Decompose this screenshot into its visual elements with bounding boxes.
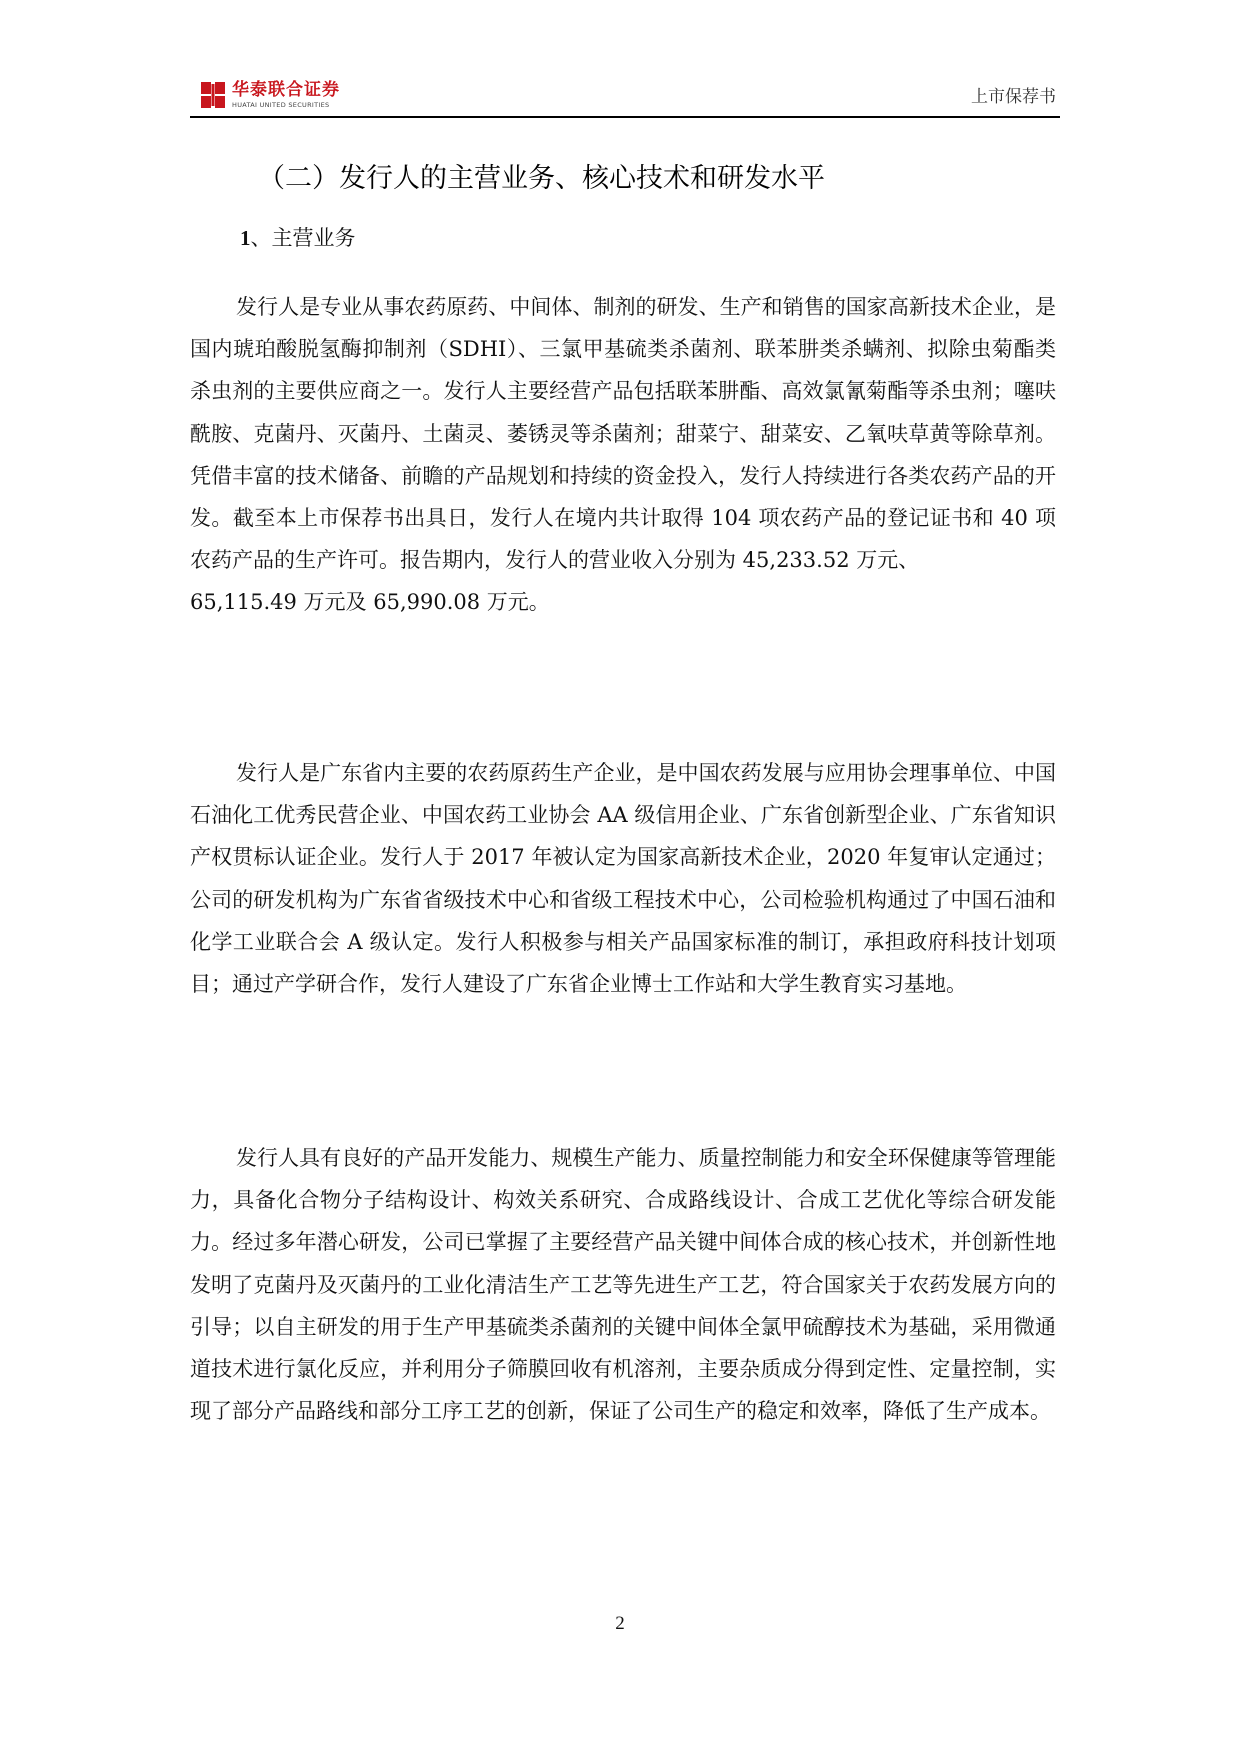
document-type: 上市保荐书: [971, 87, 1056, 107]
paragraph-qualifications: [190, 752, 1056, 1005]
paragraph-main-business: [190, 286, 1056, 624]
paragraph-revenue-continuation: 65,115.49 万元及 65,990.08 万元。: [190, 590, 550, 615]
paragraph-main-business-text: 发行人是专业从事农药原药、中间体、制剂的研发、生产和销售的国家高新技术企业，是国内琥珀酸脱氢酶抑制剂（SDHI）、三氯甲基硫类杀菌剂、联苯肼类杀螨剂、拟除虫菊酯类杀虫剂的主要供应商之一。发行人主要经营产品包括联苯肼酯、高效氯氰菊酯等杀虫剂；噻呋酰胺、克菌丹、灭菌丹、土菌灵、萎锈灵等杀菌剂；甜菜宁、甜菜安、乙氧呋草黄等除草剂。凭借丰富的技术储备、前瞻的产品规划和持续的资金投入，发行人持续进行各类农药产品的开发。截至本上市保荐书出具日，发行人在境内共计取得 104 项农药产品的登记证书和 40 项农药产品的生产许可。报告期内，发行人的营业收入分别为 45,233.52 万元、: [190, 295, 1056, 573]
company-logo: [200, 78, 340, 112]
subsection-label: 、主营业务: [250, 226, 356, 250]
paragraph-qualifications-text: 发行人是广东省内主要的农药原药生产企业，是中国农药发展与应用协会理事单位、中国石油化工优秀民营企业、中国农药工业协会 AA 级信用企业、广东省创新型企业、广东省知识产权贯标认证企业。发行人于 2017 年被认定为国家高新技术企业，2020 年复审认定通过；公司的研发机构为广东省省级技术中心和省级工程技术中心，公司检验机构通过了中国石油和化学工业联合会 A 级认定。发行人积极参与相关产品国家标准的制订，承担政府科技计划项目；通过产学研合作，发行人建设了广东省企业博士工作站和大学生教育实习基地。: [190, 761, 1056, 997]
page-number: 2: [615, 1613, 625, 1634]
page-header: [190, 72, 1060, 118]
section-title: （二）发行人的主营业务、核心技术和研发水平: [258, 163, 825, 194]
subsection-number: 1: [240, 226, 251, 250]
logo-chinese-name: 华泰联合证券: [232, 79, 340, 100]
paragraph-rd-capability-text: 发行人具有良好的产品开发能力、规模生产能力、质量控制能力和安全环保健康等管理能力，具备化合物分子结构设计、构效关系研究、合成路线设计、合成工艺优化等综合研发能力。经过多年潜心研发，公司已掌握了主要经营产品关键中间体合成的核心技术，并创新性地发明了克菌丹及灭菌丹的工业化清洁生产工艺等先进生产工艺，符合国家关于农药发展方向的引导；以自主研发的用于生产甲基硫类杀菌剂的关键中间体全氯甲硫醇技术为基础，采用微通道技术进行氯化反应，并利用分子筛膜回收有机溶剂，主要杂质成分得到定性、定量控制，实现了部分产品路线和部分工序工艺的创新，保证了公司生产的稳定和效率，降低了生产成本。: [190, 1146, 1056, 1424]
logo-english-name: HUATAI UNITED SECURITIES: [232, 100, 330, 109]
subsection-title: [240, 222, 356, 252]
paragraph-rd-capability: [190, 1137, 1056, 1432]
huatai-logo-icon: [200, 81, 226, 109]
